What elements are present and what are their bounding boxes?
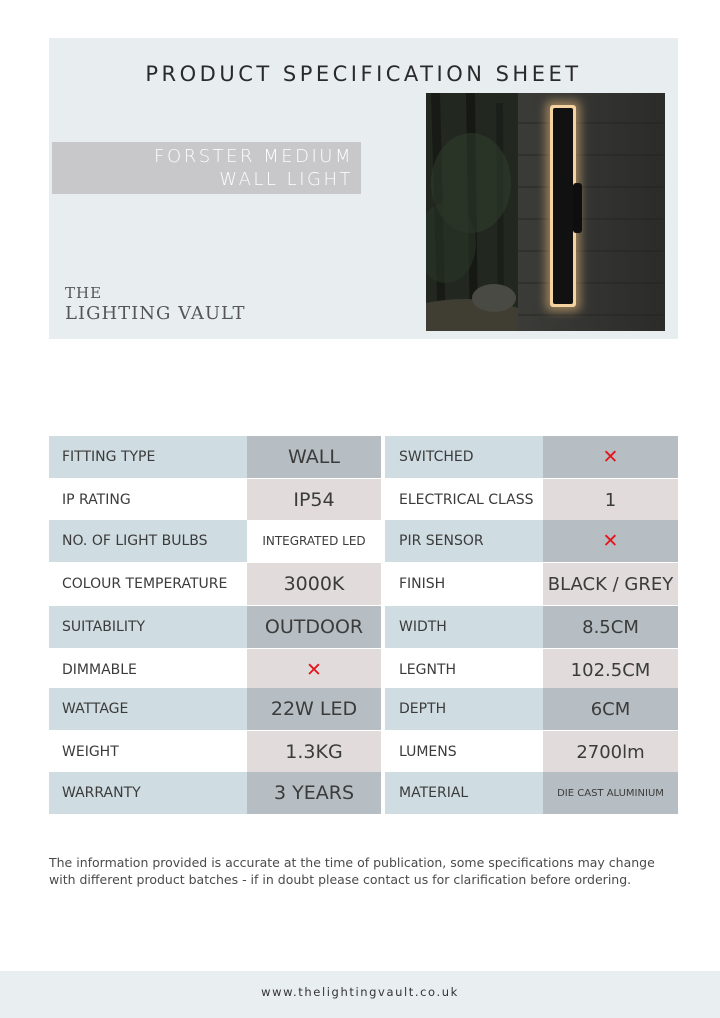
spec-label: WATTAGE [49,688,247,730]
spec-label: WEIGHT [49,731,247,773]
brand-line-2: LIGHTING VAULT [65,303,246,324]
spec-value-right: BLACK / GREY [543,563,678,605]
spec-value: 3000K [247,563,381,605]
header-panel [49,38,678,339]
product-photo-image [426,93,665,331]
spec-label-right: FINISH [385,563,543,605]
spec-label: IP RATING [49,479,247,521]
footer-band [0,971,720,1018]
brand-line-1: THE [65,284,103,302]
footer-url[interactable]: www.thelightingvault.co.uk [261,985,459,999]
spec-value-right: 8.5CM [543,606,678,648]
spec-value: 22W LED [247,688,381,730]
spec-value: 1.3KG [247,731,381,773]
spec-label-right: LUMENS [385,731,543,773]
spec-row [49,772,678,814]
spec-label: COLOUR TEMPERATURE [49,563,247,605]
spec-value: WALL [247,436,381,478]
spec-value: 3 YEARS [247,772,381,814]
cross-icon: ✕ [543,436,678,478]
spec-label-right: SWITCHED [385,436,543,478]
product-photo [426,93,665,331]
spec-row [49,688,678,730]
spec-label: NO. OF LIGHT BULBS [49,520,247,562]
product-name-line-1: FORSTER MEDIUM [154,146,353,167]
spec-label-right: PIR SENSOR [385,520,543,562]
spec-row [49,606,678,648]
spec-row [49,563,678,605]
spec-label-right: MATERIAL [385,772,543,814]
spec-row [49,731,678,773]
product-name-band [52,142,361,194]
spec-label-right: DEPTH [385,688,543,730]
spec-label: DIMMABLE [49,649,247,691]
spec-row [49,436,678,478]
sheet-title: PRODUCT SPECIFICATION SHEET [145,62,582,86]
cross-icon: ✕ [543,520,678,562]
spec-value: OUTDOOR [247,606,381,648]
spec-row [49,520,678,562]
spec-label: SUITABILITY [49,606,247,648]
spec-label: FITTING TYPE [49,436,247,478]
spec-value-right: 6CM [543,688,678,730]
spec-value-right: DIE CAST ALUMINIUM [543,772,678,814]
spec-value: INTEGRATED LED [247,520,381,562]
disclaimer-text: The information provided is accurate at the time of publication, some specifications may change with different product batches - if in doubt please contact us for clarification before ordering. [49,855,655,887]
spec-label-right: ELECTRICAL CLASS [385,479,543,521]
spec-label-right: LEGNTH [385,649,543,691]
spec-label-right: WIDTH [385,606,543,648]
spec-value: IP54 [247,479,381,521]
product-name-line-2: WALL LIGHT [219,169,353,190]
brand-logo [65,284,246,324]
spec-value-right: 1 [543,479,678,521]
spec-value-right: 2700lm [543,731,678,773]
spec-value-right: 102.5CM [543,649,678,691]
spec-row [49,649,678,691]
cross-icon: ✕ [247,649,381,691]
spec-label: WARRANTY [49,772,247,814]
spec-row [49,479,678,521]
spec-table [49,436,678,816]
